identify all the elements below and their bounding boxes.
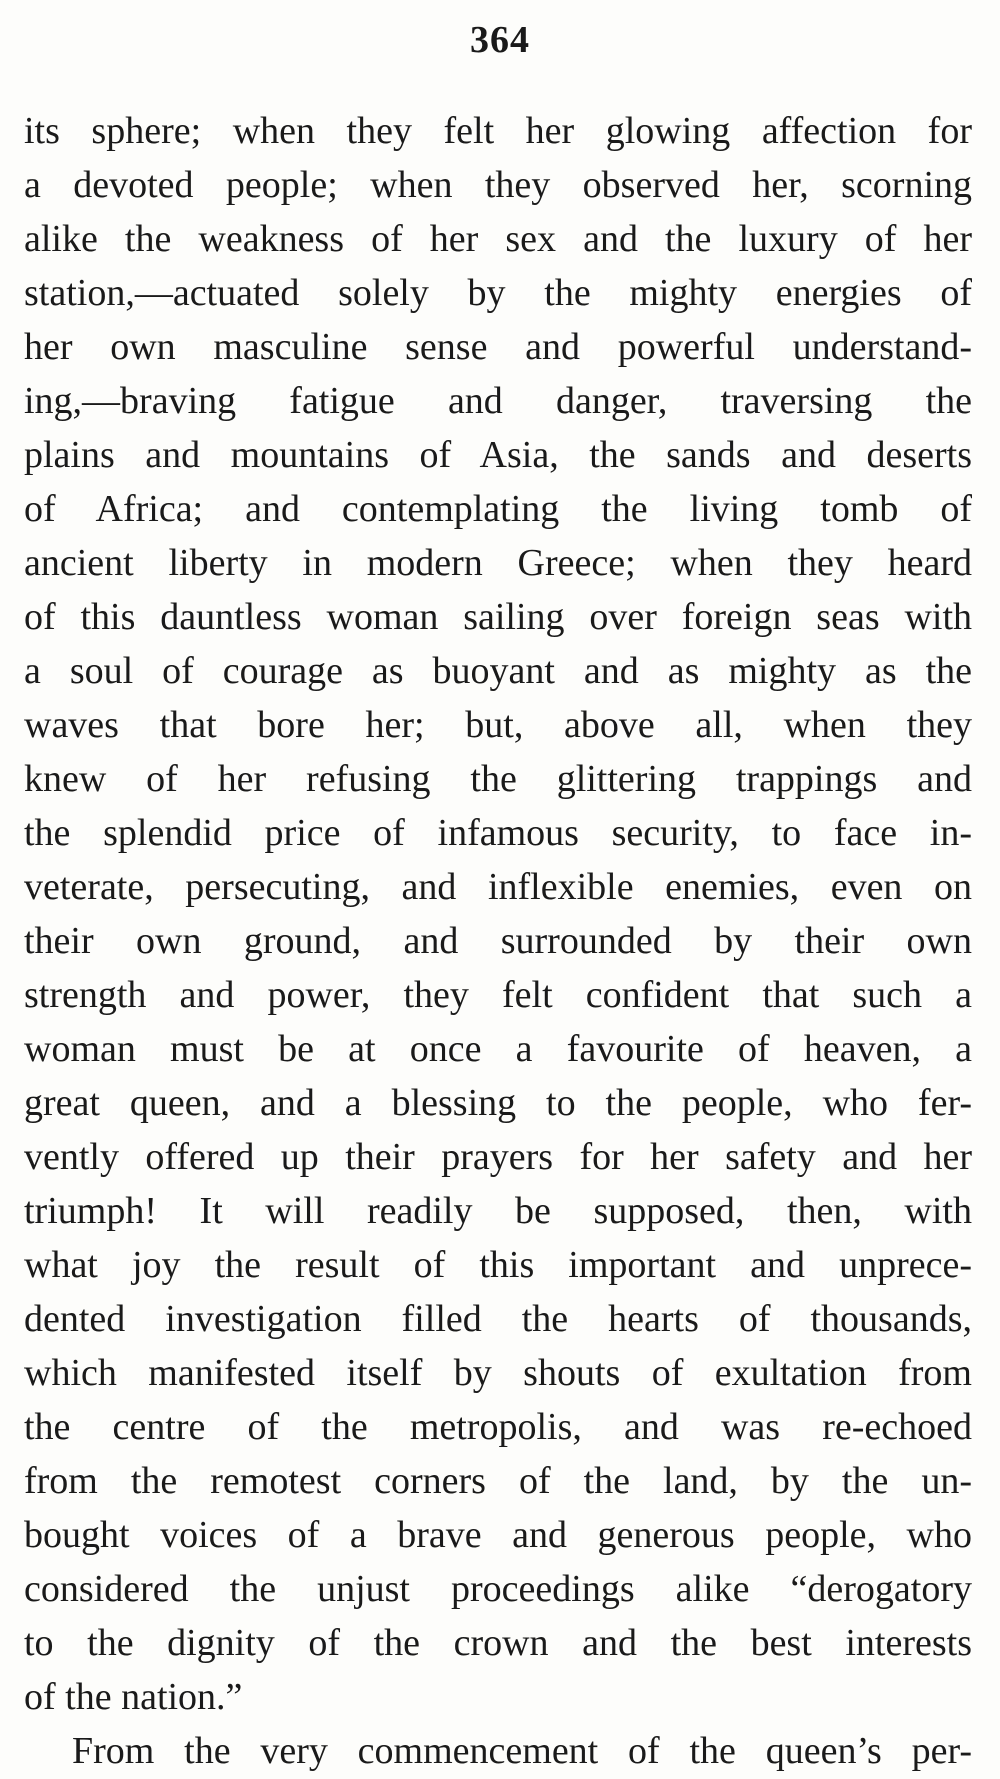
text-line: dented investigation filled the hearts of thousands, (24, 1298, 972, 1340)
text-line: station,—actuated solely by the mighty energies of (24, 272, 972, 314)
text-line: a devoted people; when they observed her, scorning (24, 164, 972, 206)
text-line: to the dignity of the crown and the best interests (24, 1622, 972, 1664)
text-line: of Africa; and contemplating the living tomb of (24, 488, 972, 530)
text-line: the splendid price of infamous security, to face in- (24, 812, 972, 854)
text-line: strength and power, they felt confident that such a (24, 974, 972, 1016)
text-line: what joy the result of this important and unprece- (24, 1244, 972, 1286)
text-line: knew of her refusing the glittering trappings and (24, 758, 972, 800)
text-line: of this dauntless woman sailing over foreign seas with (24, 596, 972, 638)
text-line: ing,—braving fatigue and danger, traversing the (24, 380, 972, 422)
text-line: woman must be at once a favourite of heaven, a (24, 1028, 972, 1070)
text-line: waves that bore her; but, above all, when they (24, 704, 972, 746)
text-line: a soul of courage as buoyant and as mighty as the (24, 650, 972, 692)
text-line: triumph! It will readily be supposed, then, with (24, 1190, 972, 1232)
text-line: great queen, and a blessing to the people, who fer- (24, 1082, 972, 1124)
text-line: veterate, persecuting, and inflexible enemies, even on (24, 866, 972, 908)
page-number: 364 (470, 19, 530, 61)
text-line: from the remotest corners of the land, by the un- (24, 1460, 972, 1502)
text-line: their own ground, and surrounded by their own (24, 920, 972, 962)
text-line: her own masculine sense and powerful understand- (24, 326, 972, 368)
text-line: bought voices of a brave and generous people, who (24, 1514, 972, 1556)
text-line: alike the weakness of her sex and the luxury of her (24, 218, 972, 260)
paragraph-end-line: of the nation.” (24, 1676, 243, 1718)
text-line: ancient liberty in modern Greece; when they heard (24, 542, 972, 584)
text-line: the centre of the metropolis, and was re-echoed (24, 1406, 972, 1448)
body-text (24, 104, 972, 1778)
text-line: its sphere; when they felt her glowing affection for (24, 110, 972, 152)
text-line: vently offered up their prayers for her safety and her (24, 1136, 972, 1178)
text-line: which manifested itself by shouts of exultation from (24, 1352, 972, 1394)
paragraph-start-line: From the very commencement of the queen’s per- (72, 1730, 972, 1772)
text-line: considered the unjust proceedings alike “derogatory (24, 1568, 972, 1610)
text-line: plains and mountains of Asia, the sands and deserts (24, 434, 972, 476)
